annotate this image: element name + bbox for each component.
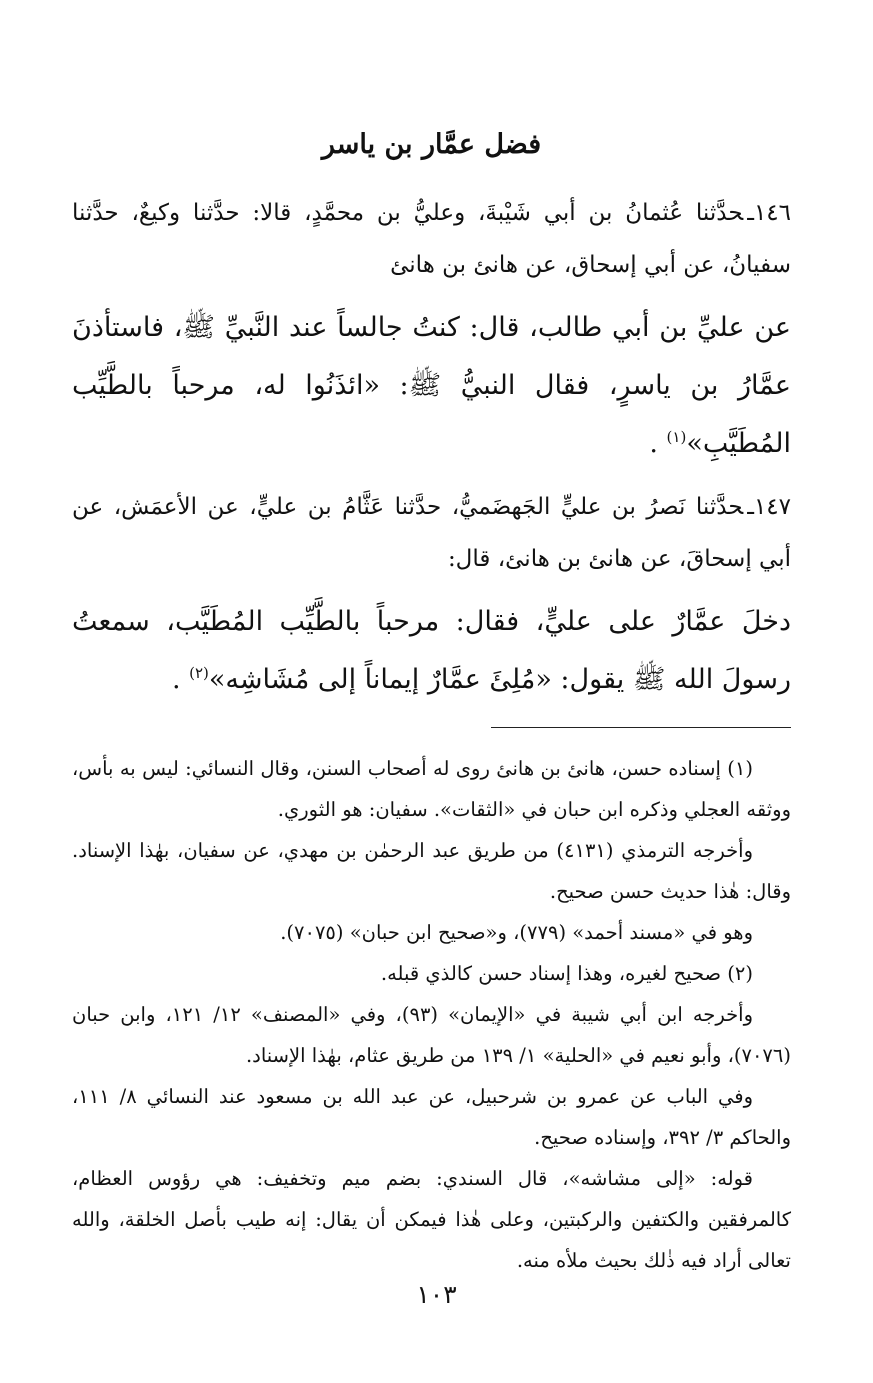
hadith-147-matn-text: دخلَ عمَّارٌ على عليٍّ، فقال: مرحباً بالطَّيِّب المُطَيَّب، سمعتُ رسولَ الله ﷺ يقول: «مُلِئَ عمَّارٌ إيماناً إلى مُشَاشِه»: [72, 606, 791, 695]
footnote-1-takhrij: وأخرجه الترمذي (٤١٣١) من طريق عبد الرحمٰن بن مهدي، عن سفيان، بهٰذا الإسناد. وقال: هٰذا حديث حسن صحيح.: [72, 839, 791, 903]
footnote-ref-2[interactable]: (٢): [189, 664, 209, 682]
footnote-2-bab: وفي الباب عن عمرو بن شرحبيل، عن عبد الله بن مسعود عند النسائي ٨/ ١١١، والحاكم ٣/ ٣٩٢، وإسناده صحيح.: [72, 1085, 791, 1149]
hadith-146-isnad-text: حدَّثنا عُثمانُ بن أبي شَيْبةَ، وعليُّ بن محمَّدٍ، قالا: حدَّثنا وكيعٌ، حدَّثنا سفيانُ، عن أبي إسحاق، عن هانئ بن هانئ: [72, 200, 791, 278]
page-number: ١٠٣: [416, 1280, 457, 1309]
hadith-146-matn-text: عن عليِّ بن أبي طالب، قال: كنتُ جالساً عند النَّبيِّ ﷺ، فاستأذنَ عمَّارُ بن ياسرٍ، فقال النبيُّ ﷺ: «ائذَنُوا له، مرحباً بالطَّيِّب المُطَيَّبِ»: [72, 312, 791, 459]
hadith-146-matn: عن عليِّ بن أبي طالب، قال: كنتُ جالساً عند النَّبيِّ ﷺ، فاستأذنَ عمَّارُ بن ياسرٍ، فقال النبيُّ ﷺ: «ائذَنُوا له، مرحباً بالطَّيِّب المُطَيَّبِ»$^{(١)}$ .: [72, 312, 791, 459]
footnote-ref-1[interactable]: (١): [666, 428, 687, 446]
footnote-2-takhrij: وأخرجه ابن أبي شيبة في «الإيمان» (٩٣)، وفي «المصنف» ١٢/ ١٢١، وابن حبان (٧٠٧٦)، وأبو نعيم في «الحلية» ١/ ١٣٩ من طريق عثام، بهٰذا الإسناد.: [72, 1003, 791, 1067]
footnote-divider: [491, 727, 791, 728]
hadith-147-isnad-text: حدَّثنا نَصرُ بن عليٍّ الجَهضَميُّ، حدَّثنا عَثَّامُ بن عليٍّ، عن الأعمَش، عن أبي إسحاقَ، عن هانئ بن هانئ، قال:: [72, 494, 791, 572]
hadith-146-number: ١٤٦ـ: [747, 200, 791, 226]
footnote-1-refs: وهو في «مسند أحمد» (٧٧٩)، و«صحيح ابن حبان» (٧٠٧٥).: [280, 921, 753, 944]
footnotes: [72, 748, 791, 1281]
footnote-1: (١) إسناده حسن، هانئ بن هانئ روى له أصحاب السنن، وقال النسائي: ليس به بأس، ووثقه العجلي وذكره ابن حبان في «الثقات». سفيان: هو الثوري.: [72, 757, 791, 821]
footnote-2: (٢) صحيح لغيره، وهذا إسناد حسن كالذي قبله.: [380, 962, 753, 985]
hadith-146-isnad: [72, 187, 791, 291]
footnote-divider-wrap: [72, 727, 791, 728]
footnote-2-gloss: قوله: «إلى مشاشه»، قال السندي: بضم ميم وتخفيف: هي رؤوس العظام، كالمرفقين والكتفين والركبتين، وعلى هٰذا فيمكن أن يقال: إنه طيب بأصل الخلقة، والله تعالى أراد فيه ذٰلك بحيث ملأه منه.: [72, 1167, 791, 1272]
hadith-147-isnad: [72, 481, 791, 585]
hadith-147-matn: دخلَ عمَّارٌ على عليٍّ، فقال: مرحباً بالطَّيِّب المُطَيَّب، سمعتُ رسولَ الله ﷺ يقول: «مُلِئَ عمَّارٌ إيماناً إلى مُشَاشِه»$^{(٢)}$ .: [72, 606, 791, 695]
page-title: فضل عمَّار بن ياسر: [321, 129, 542, 160]
hadith-147-number: ١٤٧ـ: [747, 494, 791, 520]
